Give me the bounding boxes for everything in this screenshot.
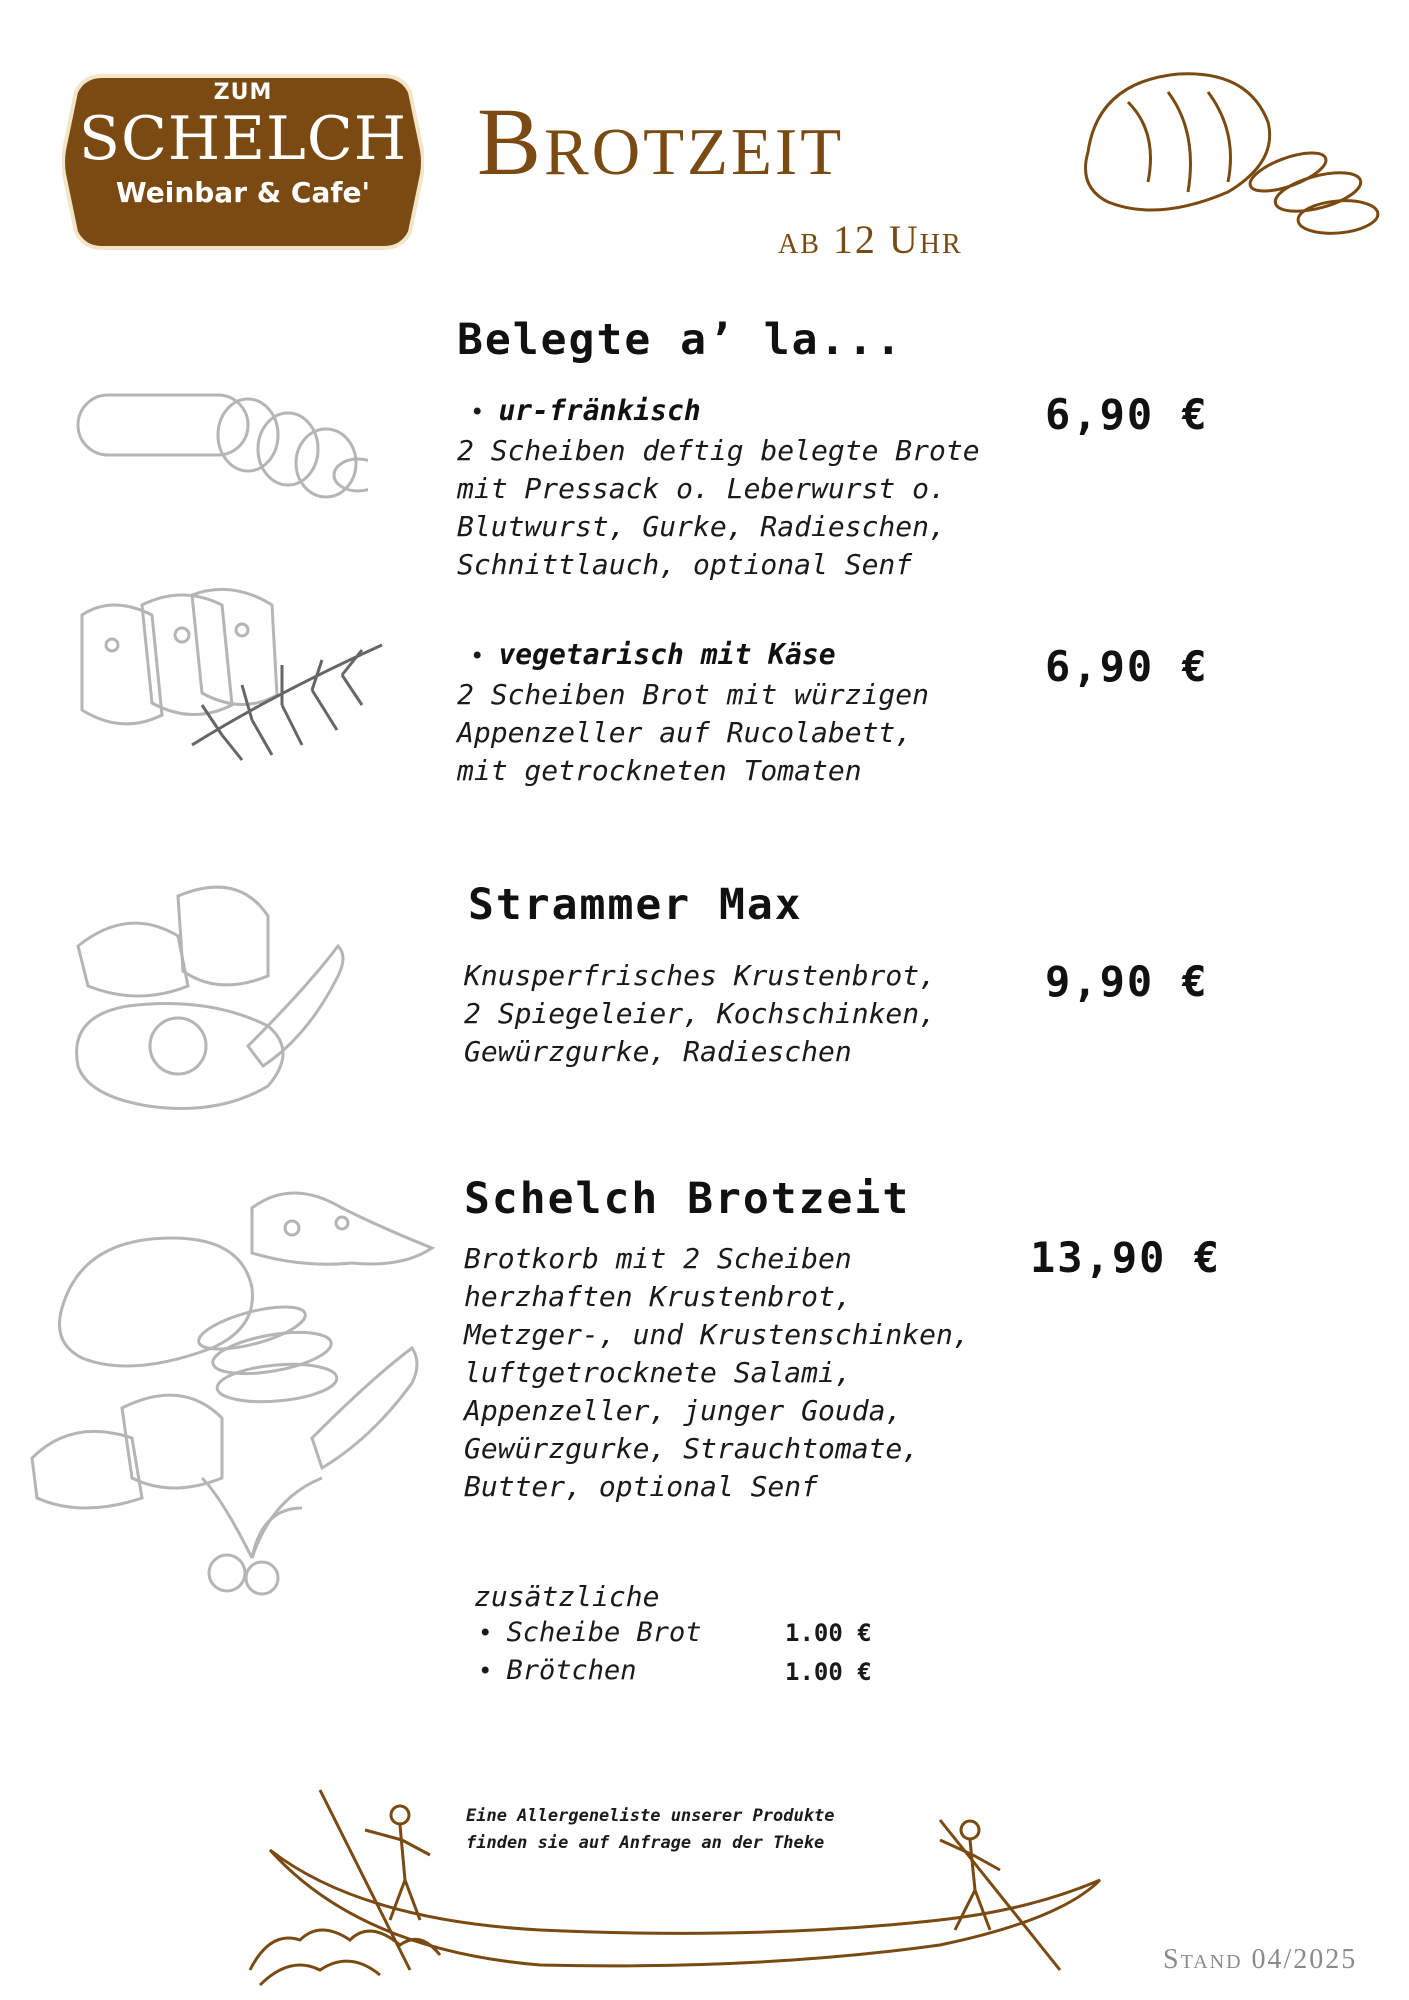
extra-price: 1.00 € — [785, 1658, 872, 1686]
logo-subtitle: Weinbar & Cafe' — [115, 176, 371, 209]
bullet-icon: • — [470, 398, 485, 426]
item-name: vegetarisch mit Käse — [498, 638, 836, 671]
allergen-note — [466, 1803, 834, 1857]
bullet-icon: • — [478, 1657, 493, 1685]
cheese-rucola-illustration — [72, 585, 402, 775]
page-subtitle: ab 12 Uhr — [778, 217, 963, 262]
allergen-line-2: finden sie auf Anfrage an der Theke — [466, 1833, 825, 1853]
sausage-illustration — [68, 385, 368, 505]
menu-item-vegetarisch — [470, 638, 836, 671]
section-heading-belegte: Belegte a’ la... — [457, 315, 904, 365]
extra-name: Brötchen — [506, 1655, 637, 1686]
stand-date: Stand 04/2025 — [1163, 1944, 1358, 1975]
item-name: ur-fränkisch — [498, 394, 701, 427]
section-heading-strammer-max: Strammer Max — [468, 880, 803, 930]
item-description: Brotkorb mit 2 Scheiben herzhaften Krustenbrot, Metzger-, und Krustenschinken, luftgetrocknete Salami, Appenzeller, junger Gouda, Gewürzgurke, Strauchtomate, Butter, optional Senf — [464, 1242, 970, 1503]
logo-zum: ZUM — [213, 80, 273, 105]
extra-item-scheibe-brot — [478, 1617, 702, 1655]
logo — [62, 70, 424, 254]
item-price: 6,90 € — [1045, 390, 1209, 439]
brotzeit-platter-illustration — [22, 1178, 442, 1628]
extra-name: Scheibe Brot — [506, 1617, 702, 1648]
bullet-icon: • — [478, 1619, 493, 1647]
extra-item-broetchen — [478, 1655, 637, 1693]
page-title: Brotzeit — [477, 88, 845, 195]
section-heading-schelch-brotzeit: Schelch Brotzeit — [464, 1174, 911, 1224]
item-price: 6,90 € — [1045, 642, 1209, 691]
ham-egg-pickle-illustration — [68, 876, 348, 1126]
item-description: Knusperfrisches Krustenbrot, 2 Spiegeleier, Kochschinken, Gewürzgurke, Radieschen — [464, 959, 937, 1068]
item-price: 13,90 € — [1030, 1233, 1222, 1282]
bullet-icon: • — [470, 642, 485, 670]
allergen-line-1: Eine Allergeneliste unserer Produkte — [466, 1806, 835, 1826]
item-description: 2 Scheiben deftig belegte Brote mit Pressack o. Leberwurst o. Blutwurst, Gurke, Radieschen, Schnittlauch, optional Senf — [457, 434, 980, 581]
extra-price: 1.00 € — [785, 1619, 872, 1647]
menu-item-ur-fraenkisch — [470, 394, 701, 427]
item-price: 9,90 € — [1045, 957, 1209, 1006]
item-description: 2 Scheiben Brot mit würzigen Appenzeller auf Rucolabett, mit getrockneten Tomaten — [457, 678, 930, 787]
bread-loaf-illustration — [1068, 62, 1380, 250]
logo-name: SCHELCH — [78, 104, 408, 174]
extras-title: zusätzliche — [474, 1580, 660, 1613]
